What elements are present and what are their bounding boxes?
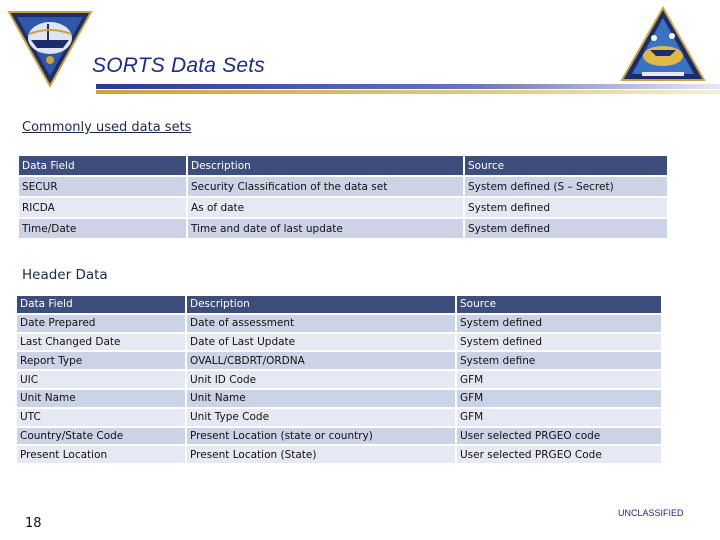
navy-seal-triangle-icon bbox=[7, 10, 93, 88]
cell-data-field: Present Location bbox=[17, 446, 185, 463]
cell-data-field: Country/State Code bbox=[17, 428, 185, 445]
cell-source: GFM bbox=[457, 390, 661, 407]
table-header-row bbox=[19, 156, 667, 175]
cell-data-field: Last Changed Date bbox=[17, 334, 185, 351]
table-row bbox=[17, 409, 661, 426]
header-description: Description bbox=[187, 296, 455, 313]
command-emblem-triangle-icon bbox=[620, 6, 706, 82]
table-header-row bbox=[17, 296, 661, 313]
page-title: SORTS Data Sets bbox=[92, 54, 266, 77]
cell-description: Present Location (State) bbox=[187, 446, 455, 463]
cell-description: As of date bbox=[188, 198, 463, 217]
cell-source: System defined bbox=[457, 334, 661, 351]
table-row bbox=[17, 428, 661, 445]
cell-source: System define bbox=[457, 352, 661, 369]
cell-description: Unit Type Code bbox=[187, 409, 455, 426]
cell-source: GFM bbox=[457, 371, 661, 388]
cell-data-field: Unit Name bbox=[17, 390, 185, 407]
cell-description: Time and date of last update bbox=[188, 219, 463, 238]
cell-data-field: RICDA bbox=[19, 198, 186, 217]
table-row bbox=[17, 315, 661, 332]
table-row bbox=[19, 177, 667, 196]
cell-description: Date of Last Update bbox=[187, 334, 455, 351]
common-data-sets-table bbox=[17, 154, 669, 240]
header-data-table bbox=[15, 294, 663, 465]
table-row bbox=[17, 446, 661, 463]
cell-data-field: Report Type bbox=[17, 352, 185, 369]
cell-data-field: UTC bbox=[17, 409, 185, 426]
cell-source: System defined bbox=[465, 198, 667, 217]
cell-source: User selected PRGEO code bbox=[457, 428, 661, 445]
cell-data-field: Date Prepared bbox=[17, 315, 185, 332]
cell-description: Date of assessment bbox=[187, 315, 455, 332]
cell-description: Unit Name bbox=[187, 390, 455, 407]
classification-marking: UNCLASSIFIED bbox=[618, 508, 684, 518]
header-data-field: Data Field bbox=[19, 156, 186, 175]
cell-source: System defined (S – Secret) bbox=[465, 177, 667, 196]
page-number: 18 bbox=[25, 516, 42, 531]
cell-source: System defined bbox=[457, 315, 661, 332]
title-rule-divider bbox=[96, 84, 720, 96]
cell-data-field: UIC bbox=[17, 371, 185, 388]
header-source: Source bbox=[457, 296, 661, 313]
table-row bbox=[17, 352, 661, 369]
section-heading-common: Commonly used data sets bbox=[22, 120, 192, 135]
cell-description: Unit ID Code bbox=[187, 371, 455, 388]
table-row bbox=[17, 390, 661, 407]
cell-description: Present Location (state or country) bbox=[187, 428, 455, 445]
table-row bbox=[19, 219, 667, 238]
table-row bbox=[17, 371, 661, 388]
header-description: Description bbox=[188, 156, 463, 175]
section-heading-header-data: Header Data bbox=[22, 267, 108, 283]
header-data-field: Data Field bbox=[17, 296, 185, 313]
cell-source: User selected PRGEO Code bbox=[457, 446, 661, 463]
cell-source: System defined bbox=[465, 219, 667, 238]
header-source: Source bbox=[465, 156, 667, 175]
cell-data-field: Time/Date bbox=[19, 219, 186, 238]
cell-description: OVALL/CBDRT/ORDNA bbox=[187, 352, 455, 369]
table-row bbox=[19, 198, 667, 217]
cell-description: Security Classification of the data set bbox=[188, 177, 463, 196]
table-row bbox=[17, 334, 661, 351]
cell-data-field: SECUR bbox=[19, 177, 186, 196]
cell-source: GFM bbox=[457, 409, 661, 426]
